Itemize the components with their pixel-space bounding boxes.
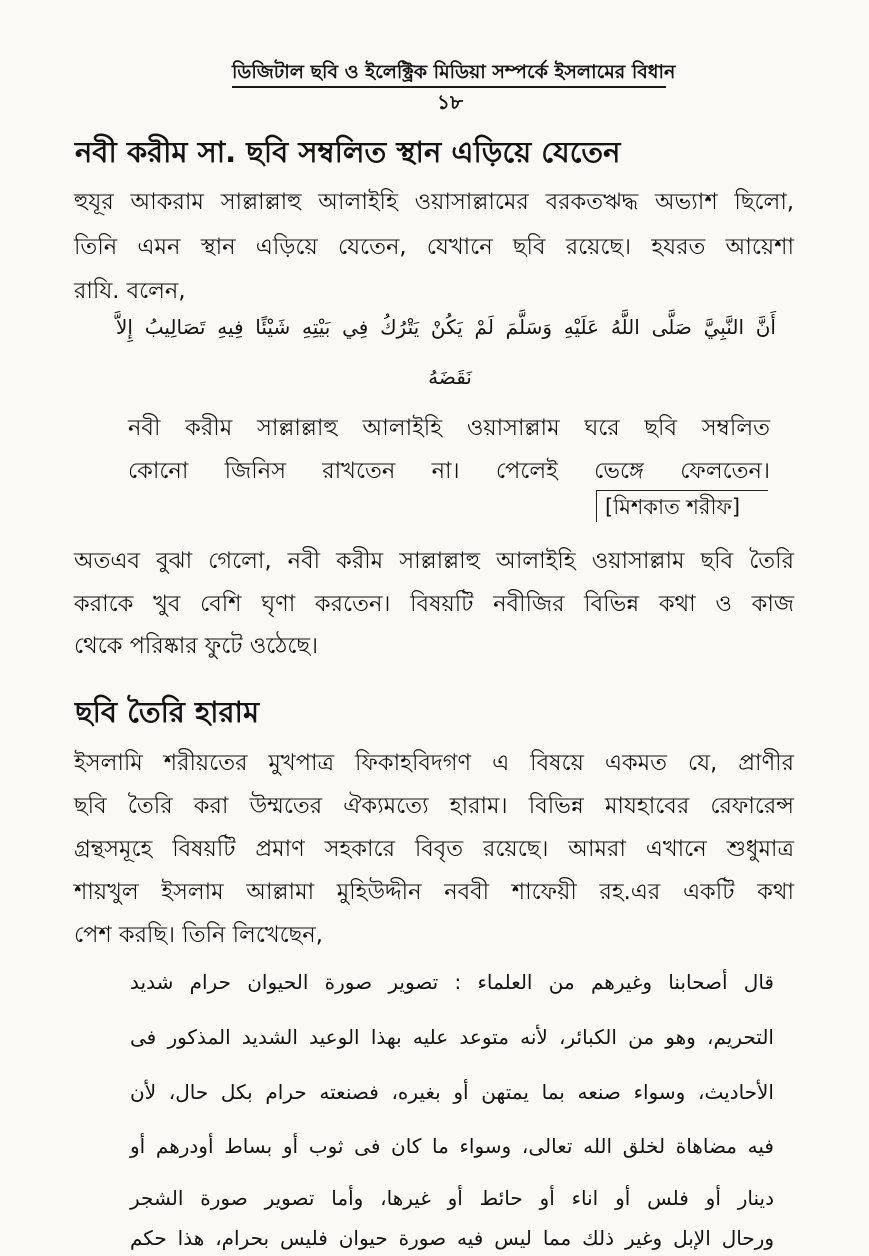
conclusion-line: থেকে পরিষ্কার ফুটে ওঠেছে। (74, 633, 319, 659)
citation-mishkat: [মিশকাত শরীফ] (596, 490, 768, 522)
arabic-hadith-line: نَقَضَهُ (428, 365, 472, 389)
body-line: ইসলামি শরীয়তের মুখপাত্র ফিকাহবিদগণ এ বিষয়ে একমত যে, প্রাণীর (74, 750, 794, 776)
body-line: শায়খুল ইসলাম আল্লামা মুহিউদ্দীন নববী শাফেয়ী রহ.এর একটি কথা (74, 879, 794, 905)
arabic-quote-line: قال أصحابنا وغيرهم من العلماء : تصوير صورة الحيوان حرام شديد (130, 970, 774, 994)
arabic-quote-line: ورحال الإبل وغير ذلك مما ليس فيه صورة حيوان فليس بحرام، هذا حكم (130, 1226, 774, 1250)
arabic-quote-line: فيه مضاهاة لخلق الله تعالى، وسواء ما كان فى ثوب أو بساط أودرهم أو (130, 1134, 774, 1158)
section-heading-2: ছবি তৈরি হারাম (75, 695, 260, 729)
running-title: ডিজিটাল ছবি ও ইলেক্ট্রিক মিডিয়া সম্পর্কে ইসলামের বিধান (232, 61, 676, 83)
intro-line: রাযি. বলেন, (74, 278, 186, 304)
conclusion-line: করাকে খুব বেশি ঘৃণা করতেন। বিষয়টি নবীজির বিভিন্ন কথা ও কাজ (74, 591, 794, 617)
body-line: পেশ করছি। তিনি লিখেছেন, (74, 922, 323, 948)
intro-line: হুযূর আকরাম সাল্লাল্লাহু আলাইহি ওয়াসাল্লামের বরকতঋদ্ধ অভ্যাশ ছিলো, (74, 189, 794, 215)
translation-line: কোনো জিনিস রাখতেন না। পেলেই ভেঙ্গে ফেলতেন। (128, 458, 770, 484)
arabic-quote-line: الأحاديث، وسواء صنعه بما يمتهن أو بغيره، فصنعته حرام بكل حال، لأن (130, 1080, 774, 1104)
body-line: ছবি তৈরি করা উম্মতের ঐক্যমত্যে হারাম। বিভিন্ন মাযহাবের রেফারেন্স (74, 793, 794, 819)
translation-line: নবী করীম সাল্লাল্লাহু আলাইহি ওয়াসাল্লাম ঘরে ছবি সম্বলিত (128, 415, 770, 441)
conclusion-line: অতএব বুঝা গেলো, নবী করীম সাল্লাল্লাহু আলাইহি ওয়াসাল্লাম ছবি তৈরি (74, 548, 794, 574)
page-number: ১৮ (437, 90, 463, 114)
body-line: গ্রন্থসমূহে বিষয়টি প্রমাণ সহকারে বিবৃত রয়েছে। আমরা এখানে শুধুমাত্র (74, 836, 794, 862)
arabic-quote-line: دينار أو فلس أو اناء أو حائط أو غيرها، وأما تصوير صورة الشجر (130, 1186, 774, 1210)
arabic-hadith-line: أَنَّ النَّبِيَّ صَلَّى اللَّهُ عَلَيْهِ وَسَلَّمَ لَمْ يَكُنْ يَتْرُكُ فِي بَيْتِهِ شَيْئًا فِيهِ تَصَالِيبُ إِلاَّ (116, 315, 776, 339)
arabic-quote-line: التحريم، وهو من الكبائر، لأنه متوعد عليه بهذا الوعيد الشديد المذكور فى (130, 1025, 774, 1049)
section-heading-1: নবী করীম সা. ছবি সম্বলিত স্থান এড়িয়ে যেতেন (75, 135, 621, 169)
intro-line: তিনি এমন স্থান এড়িয়ে যেতেন, যেখানে ছবি রয়েছে। হযরত আয়েশা (74, 234, 794, 260)
